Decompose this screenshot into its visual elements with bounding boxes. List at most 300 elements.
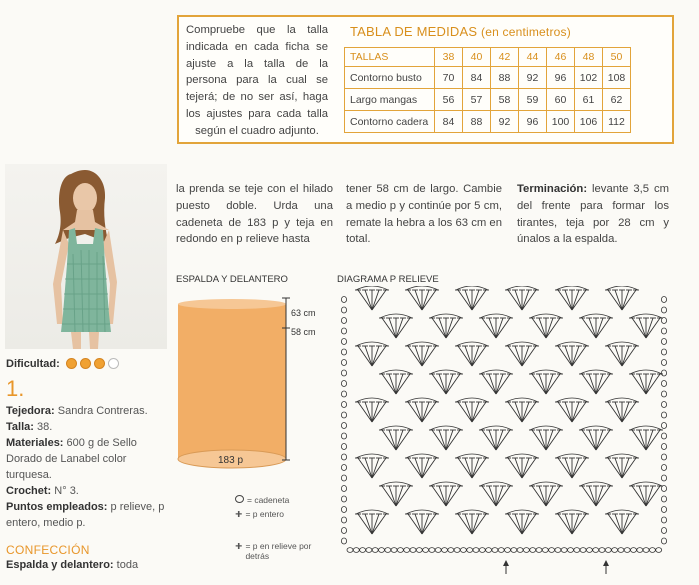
fan-stitch-icon [558,290,572,310]
fan-stitch-icon [615,514,622,534]
chain-stitch-icon [580,548,586,553]
fan-stitch-icon [432,430,446,450]
section-lead [6,559,166,571]
arrow-head-icon [603,560,609,566]
fan-stitch-icon [496,486,510,506]
fan-stitch-icon [446,486,453,506]
fan-stitch-icon [432,374,446,394]
fan-stitch-icon [396,486,410,506]
fan-stitch-icon [365,402,372,422]
fan-stitch-icon [582,374,596,394]
fan-stitch-icon [496,318,510,338]
chain-arc-icon [380,426,412,430]
chain-arc-icon [456,510,488,514]
chain-arc-icon [406,398,438,402]
chain-stitch-icon [574,548,580,553]
fan-stitch-icon [622,290,629,310]
fan-stitch-icon [439,486,446,506]
chain-stitch-icon [391,548,397,553]
chain-arc-icon [606,454,638,458]
fan-stitch-icon [632,374,646,394]
chain-stitch-icon [661,433,666,439]
chain-stitch-icon [661,444,666,450]
fan-stitch-icon [482,486,496,506]
fan-stitch-icon [532,486,546,506]
legend-item [235,541,335,561]
chain-stitch-icon [536,548,542,553]
legend-item [235,495,289,505]
chain-stitch-icon [586,548,592,553]
chain-stitch-icon [372,548,378,553]
chain-stitch-icon [341,423,346,429]
chain-arc-icon [380,370,412,374]
fan-stitch-icon [565,458,572,478]
fan-stitch-icon [422,290,436,310]
row-label: Largo mangas [345,89,435,111]
fan-stitch-icon [515,346,522,366]
chain-arc-icon [356,342,388,346]
chain-stitch-icon [661,297,666,303]
fan-stitch-icon [396,318,403,338]
difficulty-rating [6,358,119,370]
fan-stitch-icon [482,374,496,394]
chain-stitch-icon [661,507,666,513]
fan-stitch-icon [522,346,536,366]
fan-stitch-icon [422,346,429,366]
fan-stitch-icon [508,290,522,310]
fan-stitch-icon [546,374,553,394]
fan-stitch-icon [622,458,636,478]
credit-line [6,419,166,435]
fan-stitch-icon [472,514,486,534]
fan-stitch-icon [558,514,572,534]
chain-arc-icon [480,482,512,486]
fan-stitch-icon [546,318,560,338]
table-cell: 59 [519,89,547,111]
chain-stitch-icon [341,297,346,303]
chain-stitch-icon [366,548,372,553]
fan-stitch-icon [458,458,472,478]
arrow-head-icon [503,560,509,566]
fan-stitch-icon [465,290,472,310]
model-illustration [5,164,167,349]
dimension-63: 63 cm [291,308,316,318]
fan-stitch-icon [608,458,622,478]
chain-stitch-icon [341,328,346,334]
fan-stitch-icon [622,402,629,422]
fan-stitch-icon [622,402,636,422]
fan-stitch-icon [532,318,546,338]
fan-stitch-icon [572,458,579,478]
difficulty-dot-icon [94,358,105,369]
fan-stitch-icon [615,458,622,478]
chain-stitch-icon [486,548,492,553]
fan-stitch-icon [596,374,610,394]
fan-stitch-icon [446,318,460,338]
chain-stitch-icon [549,548,555,553]
fan-stitch-icon [365,290,372,310]
fan-stitch-icon [572,514,586,534]
difficulty-dot-icon [66,358,77,369]
chain-stitch-icon [397,548,403,553]
chain-stitch-icon [460,548,466,553]
fan-stitch-icon [389,318,396,338]
chain-stitch-icon [555,548,561,553]
chain-stitch-icon [442,548,448,553]
fan-stitch-icon [596,430,610,450]
fan-stitch-icon [432,486,446,506]
chain-stitch-icon [416,548,422,553]
fan-stitch-icon [596,318,610,338]
chain-stitch-icon [435,548,441,553]
fan-stitch-icon [458,402,472,422]
fan-stitch-icon [389,430,396,450]
fan-stitch-icon [622,458,629,478]
fan-stitch-icon [589,374,596,394]
fan-stitch-icon [646,486,653,506]
body-column-1: la prenda se teje con el hilado puesto doble. Urda una cadeneta de 183 p y teja en redondo en p relieve hasta [176,183,333,246]
fan-stitch-icon [465,346,472,366]
fan-stitch-icon [422,402,436,422]
fan-stitch-icon [565,514,572,534]
size-table-title-text: TABLA DE MEDIDAS [350,24,478,39]
chain-stitch-icon [473,548,479,553]
table-cell: 106 [575,111,603,133]
fan-stitch-icon [496,486,503,506]
chain-arc-icon [606,342,638,346]
circle-icon [235,495,244,503]
chain-stitch-icon [341,507,346,513]
size-cell: 42 [491,48,519,67]
chain-stitch-icon [637,548,643,553]
fan-stitch-icon [596,486,603,506]
fan-stitch-icon [472,346,486,366]
fan-stitch-icon [358,458,372,478]
chain-stitch-icon [618,548,624,553]
chain-stitch-icon [341,475,346,481]
chain-stitch-icon [631,548,637,553]
table-row [345,89,631,111]
fan-stitch-icon [432,318,446,338]
size-table [344,47,631,133]
fan-stitch-icon [489,374,496,394]
fan-stitch-icon [408,458,422,478]
fan-stitch-icon [422,458,429,478]
chain-arc-icon [480,314,512,318]
fan-stitch-icon [372,346,379,366]
difficulty-label: Dificultad: [6,358,60,370]
fan-stitch-icon [532,430,546,450]
fan-stitch-icon [539,374,546,394]
table-cell: 60 [547,89,575,111]
chain-arc-icon [406,510,438,514]
chain-arc-icon [406,342,438,346]
fan-stitch-icon [572,346,579,366]
chain-stitch-icon [561,548,567,553]
chain-arc-icon [630,370,662,374]
fan-stitch-icon [446,486,460,506]
size-cell: 44 [519,48,547,67]
chain-arc-icon [456,286,488,290]
fan-stitch-icon [632,486,646,506]
chain-stitch-icon [448,548,454,553]
credit-line [6,499,166,531]
chain-stitch-icon [661,423,666,429]
chain-arc-icon [430,370,462,374]
fan-stitch-icon [515,514,522,534]
credit-value: p relieve, p entero, medio p. [6,501,165,529]
header-label: TALLAS [345,48,435,67]
fan-stitch-icon [522,402,536,422]
fan-stitch-icon [558,402,572,422]
credit-key: Crochet: [6,485,52,497]
table-cell: 96 [547,67,575,89]
table-cell: 102 [575,67,603,89]
chain-stitch-icon [661,517,666,523]
chain-stitch-icon [492,548,498,553]
chain-arc-icon [580,370,612,374]
fan-stitch-icon [358,514,372,534]
chain-stitch-icon [643,548,649,553]
chain-stitch-icon [661,381,666,387]
chain-arc-icon [380,482,412,486]
row-label: Contorno cadera [345,111,435,133]
fan-stitch-icon [422,514,436,534]
chain-stitch-icon [661,538,666,544]
fan-stitch-icon [489,318,496,338]
fan-stitch-icon [415,346,422,366]
chain-stitch-icon [341,412,346,418]
section-heading: CONFECCIÓN [6,543,90,557]
chain-stitch-icon [661,307,666,313]
col3-key: Terminación: [517,183,588,195]
chain-arc-icon [456,342,488,346]
fan-stitch-icon [622,514,636,534]
fan-stitch-icon [632,430,646,450]
fan-stitch-icon [382,430,396,450]
chain-stitch-icon [661,328,666,334]
fan-stitch-icon [622,346,629,366]
fan-stitch-icon [372,402,379,422]
fan-stitch-icon [472,290,479,310]
chain-arc-icon [530,482,562,486]
fan-stitch-icon [465,514,472,534]
chain-stitch-icon [605,548,611,553]
chain-arc-icon [356,454,388,458]
chain-arc-icon [506,286,538,290]
chain-stitch-icon [568,548,574,553]
fan-stitch-icon [639,318,646,338]
fan-stitch-icon [422,290,429,310]
fan-stitch-icon [415,402,422,422]
fan-stitch-icon [632,318,646,338]
chain-stitch-icon [379,548,385,553]
schematic-title: ESPALDA Y DELANTERO [176,274,288,285]
garment-top [178,299,286,309]
chain-arc-icon [530,426,562,430]
fan-stitch-icon [522,458,536,478]
fan-stitch-icon [589,318,596,338]
fan-stitch-icon [496,430,510,450]
fan-stitch-icon [572,402,586,422]
chain-stitch-icon [353,548,359,553]
chain-stitch-icon [341,391,346,397]
fan-stitch-icon [596,318,603,338]
fan-stitch-icon [365,458,372,478]
chain-stitch-icon [517,548,523,553]
fan-stitch-icon [408,514,422,534]
chain-arc-icon [356,510,388,514]
chain-stitch-icon [661,465,666,471]
chain-stitch-icon [341,360,346,366]
chain-arc-icon [380,314,412,318]
fan-stitch-icon [639,374,646,394]
chain-stitch-icon [511,548,517,553]
chain-stitch-icon [599,548,605,553]
chain-stitch-icon [341,349,346,355]
chain-stitch-icon [661,412,666,418]
credit-key: Puntos empleados: [6,501,108,513]
chain-stitch-icon [429,548,435,553]
fan-stitch-icon [396,486,403,506]
fan-stitch-icon [415,458,422,478]
fan-stitch-icon [458,514,472,534]
crochet-diagram [336,286,676,576]
chain-arc-icon [480,370,512,374]
credit-key: Materiales: [6,437,64,449]
fan-stitch-icon [646,318,653,338]
chain-arc-icon [556,342,588,346]
fan-stitch-icon [615,290,622,310]
fan-stitch-icon [465,458,472,478]
credit-line [6,403,166,419]
legend-text: = p entero [245,509,284,519]
fan-stitch-icon [608,346,622,366]
table-cell: 58 [491,89,519,111]
fan-stitch-icon [408,402,422,422]
intro-text: Compruebe que la talla indicada en cada ficha se ajuste a la talla de la persona para la cual se tejerá; de no ser así, haga los ajustes para cada talla según el cuadro adjunto. [186,24,328,137]
chain-stitch-icon [661,391,666,397]
chain-stitch-icon [661,339,666,345]
fan-stitch-icon [572,458,586,478]
fan-stitch-icon [558,458,572,478]
chain-stitch-icon [341,433,346,439]
chain-stitch-icon [467,548,473,553]
chain-stitch-icon [385,548,391,553]
table-cell: 108 [603,67,631,89]
fan-stitch-icon [646,374,653,394]
difficulty-dot-icon [108,358,119,369]
table-cell: 112 [603,111,631,133]
chain-arc-icon [506,398,538,402]
chain-stitch-icon [341,486,346,492]
chain-stitch-icon [341,370,346,376]
fan-stitch-icon [422,402,429,422]
pattern-credits [6,403,166,531]
fan-stitch-icon [358,290,372,310]
chain-stitch-icon [661,475,666,481]
chain-stitch-icon [542,548,548,553]
fan-stitch-icon [522,514,529,534]
chain-stitch-icon [498,548,504,553]
fan-stitch-icon [539,430,546,450]
legend-text: = p en relieve por detrás [245,541,312,561]
fan-stitch-icon [396,374,403,394]
fan-stitch-icon [496,374,510,394]
chain-arc-icon [606,510,638,514]
size-cell: 46 [547,48,575,67]
chain-stitch-icon [454,548,460,553]
legend-text: = cadeneta [247,495,290,505]
fan-stitch-icon [646,486,660,506]
fan-stitch-icon [596,374,603,394]
fan-stitch-icon [565,346,572,366]
table-cell: 96 [519,111,547,133]
fan-stitch-icon [639,430,646,450]
fan-stitch-icon [382,486,396,506]
size-cell: 48 [575,48,603,67]
credit-line [6,435,166,483]
chain-arc-icon [356,398,388,402]
size-table-title [350,24,571,39]
chain-stitch-icon [661,496,666,502]
chain-stitch-icon [649,548,655,553]
fan-stitch-icon [508,458,522,478]
fan-stitch-icon [496,318,503,338]
fan-stitch-icon [522,402,529,422]
chain-arc-icon [430,314,462,318]
fan-stitch-icon [558,346,572,366]
table-cell: 57 [463,89,491,111]
fan-stitch-icon [365,346,372,366]
fan-stitch-icon [565,290,572,310]
chain-stitch-icon [661,402,666,408]
fan-stitch-icon [546,430,553,450]
fan-stitch-icon [365,514,372,534]
fan-stitch-icon [446,430,453,450]
size-cell: 50 [603,48,631,67]
credit-value: 38. [33,421,53,433]
fan-stitch-icon [472,458,486,478]
fan-stitch-icon [582,486,596,506]
fan-stitch-icon [372,290,386,310]
chain-stitch-icon [505,548,511,553]
table-cell: 92 [491,111,519,133]
relief-dc-icon: ⵜ [235,541,243,551]
pattern-number: 1. [6,376,25,401]
fan-stitch-icon [472,402,479,422]
garment-panel [178,304,286,459]
table-cell: 84 [435,111,463,133]
chain-arc-icon [630,482,662,486]
chain-arc-icon [506,510,538,514]
fan-stitch-icon [382,374,396,394]
dimension-58: 58 cm [291,327,316,337]
fan-stitch-icon [358,346,372,366]
fan-stitch-icon [522,290,536,310]
size-cell: 40 [463,48,491,67]
col3-text: levante 3,5 cm del frente para formar los tirantes, teja por 28 cm y únalos a la espalda. [517,183,669,246]
body-column-3 [517,181,669,248]
fan-stitch-icon [532,374,546,394]
fan-stitch-icon [415,514,422,534]
chain-arc-icon [530,370,562,374]
credit-value: N° 3. [51,485,79,497]
model-photo [5,164,167,349]
fan-stitch-icon [646,318,660,338]
table-cell: 56 [435,89,463,111]
fan-stitch-icon [522,458,529,478]
